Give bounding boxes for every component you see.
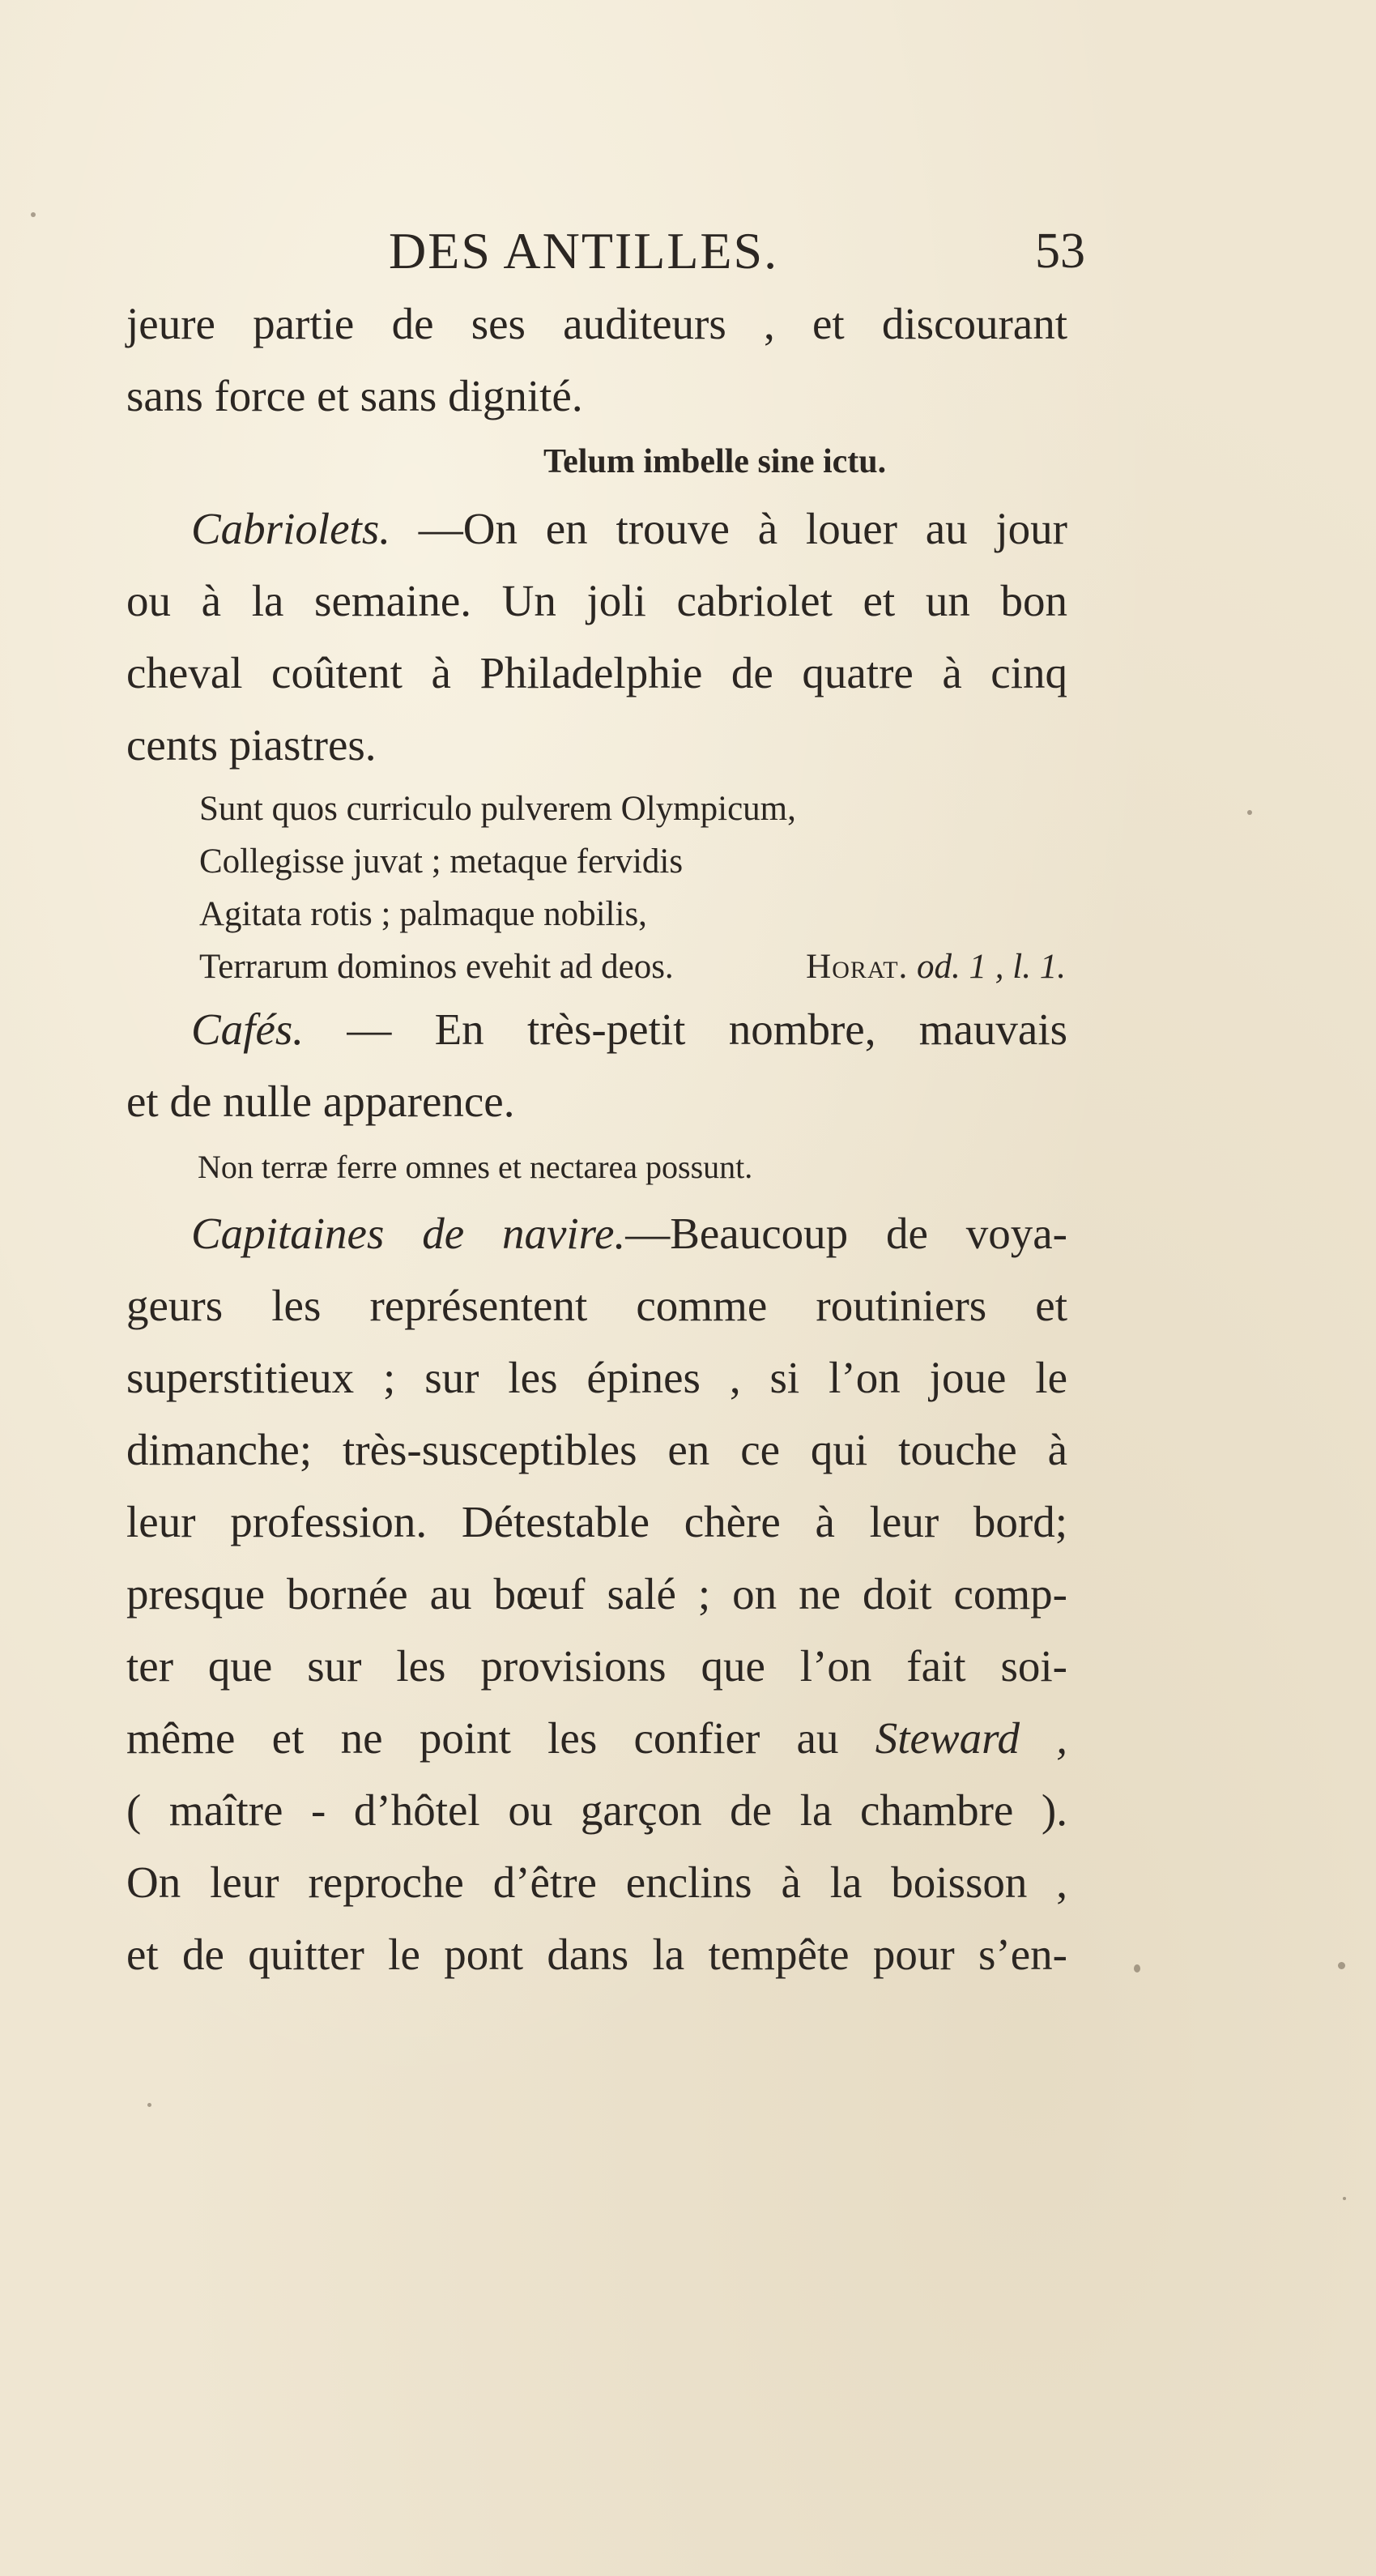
text-line: superstitieux ; sur les épines , si l’on joue le: [126, 1353, 1067, 1402]
paper-speck: [1134, 1964, 1140, 1973]
text-line: ou à la semaine. Un joli cabriolet et un bon: [126, 576, 1067, 625]
text-line: et de quitter le pont dans la tempête pour s’en-: [126, 1930, 1067, 1979]
running-title: DES ANTILLES.: [389, 222, 779, 279]
paper-speck: [147, 2103, 151, 2107]
page-number: 53: [1035, 224, 1085, 279]
text-fragment: —On en trouve à louer au jour: [418, 504, 1067, 553]
citation-author: Horat.: [806, 948, 909, 986]
entry-capitaines: [126, 1197, 1067, 1269]
verse-text: Terrarum dominos evehit ad deos.: [199, 948, 674, 986]
text-line: presque bornée au bœuf salé ; on ne doit comp-: [126, 1569, 1067, 1619]
text-line: On leur reproche d’être enclins à la boisson ,: [126, 1857, 1067, 1907]
text-line: leur profession. Détestable chère à leur bord;: [126, 1497, 1067, 1546]
verse-line-with-citation: [126, 940, 1067, 993]
paper-speck: [1247, 810, 1252, 815]
text-line: et de nulle apparence.: [126, 1077, 515, 1126]
citation-reference: od. 1 , l. 1.: [917, 948, 1066, 986]
verse-line: Sunt quos curriculo pulverem Olympicum,: [199, 790, 796, 828]
paper-speck: [31, 212, 36, 217]
verse-line: Agitata rotis ; palmaque nobilis,: [199, 895, 647, 933]
page-header: [389, 219, 1085, 284]
page-body: [126, 288, 1067, 1990]
text-line: geurs les représentent comme routiniers et: [126, 1281, 1067, 1330]
text-fragment: — En très-petit nombre, mauvais: [347, 1004, 1068, 1054]
latin-quote: Non terræ ferre omnes et nectarea possunt.: [198, 1149, 753, 1185]
latin-quote: Telum imbelle sine ictu.: [543, 443, 887, 480]
entry-term: Cafés.: [191, 1004, 305, 1054]
text-line: ter que sur les provisions que l’on fait soi-: [126, 1641, 1067, 1691]
paper-speck: [1343, 2197, 1346, 2200]
text-line: jeure partie de ses auditeurs , et discourant: [126, 299, 1067, 348]
text-fragment: —Beaucoup de voya-: [625, 1209, 1067, 1258]
text-line: ( maître - d’hôtel ou garçon de la chambre ).: [126, 1785, 1067, 1835]
citation: [806, 940, 1066, 993]
entry-cabriolets: [126, 493, 1067, 565]
entry-term: Capitaines de navire.: [191, 1209, 626, 1258]
paper-speck: [1338, 1962, 1345, 1969]
text-line: sans force et sans dignité.: [126, 371, 583, 420]
entry-cafes: [126, 993, 1067, 1065]
text-line: cents piastres.: [126, 720, 377, 770]
steward-term: Steward ,: [875, 1713, 1067, 1763]
text-line: cheval coûtent à Philadelphie de quatre à cinq: [126, 648, 1067, 697]
text-fragment: même et ne point les confier au: [126, 1713, 839, 1763]
text-line: dimanche; très-susceptibles en ce qui touche à: [126, 1425, 1067, 1474]
text-line-with-term: [126, 1702, 1067, 1774]
entry-term: Cabriolets.: [191, 504, 390, 553]
verse-line: Collegisse juvat ; metaque fervidis: [199, 842, 684, 881]
